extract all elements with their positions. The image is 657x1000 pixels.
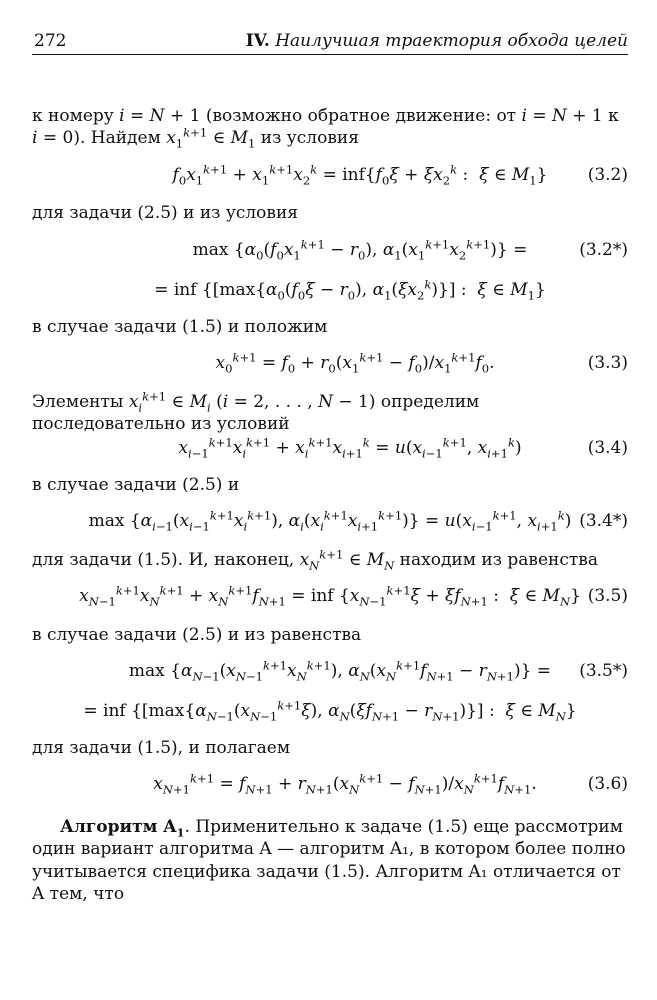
equation-number: (3.4) [587,438,628,459]
equation-3-5: $x_{N-1}^{k+1}x_N^{k+1} + x_N^{k+1}f_{N+1}$ = inf {$x_{N-1}^{k+1}\xi + \xi f_{N+1}$ : ξ ∈ $M_N$} (3.5) [79,583,628,609]
chapter-title: IV. Наилучшая траектория обхода целей [245,31,628,51]
page [32,30,628,906]
page-number: 272 [34,31,67,51]
paragraph-8: для задачи (1.5), и полагаем [32,737,291,758]
paragraph-3: в случае задачи (1.5) и положим [32,316,328,337]
equation-3-2-star: $\max \{\alpha_0(f_0x_1^{k+1} - r_0)$, $\alpha_1(x_1^{k+1}x_2^{k+1})$} = (3.2*) [192,237,628,263]
equation-3-4-star: $\max \{\alpha_{i-1}(x_{i-1}^{k+1}x_i^{k+1})$, $\alpha_i(x_i^{k+1}x_{i+1}^{k+1})\} = u(x_{i-1}^{k+1}$, $x_{i+1}^k$) (3.4*) [88,508,628,534]
paragraph-5: в случае задачи (2.5) и [32,474,240,495]
paragraph-4: Элементы $x_i^{k+1}$ ∈ $M_i$ (i = 2, . . . , N − 1) определим последовательно из условий [32,388,480,434]
running-header [32,30,628,55]
equation-3-5-star-cont: = inf {[$\max\{\alpha_{N-1}(x_{N-1}^{k+1}\xi)$, $\alpha_N(\xi f_{N+1} - r_{N+1})$}] : ξ ∈ $M_N$} [83,698,577,724]
equation-number: (3.5*) [579,661,628,681]
equation-number: (3.3) [587,353,628,374]
equation-number: (3.5) [587,586,628,607]
paragraph-algorithm: Алгоритм $A_1$. Применительно к задаче (1.5) еще рассмотрим один вариант алгоритма A — алгоритм A₁, в котором более полно учитывается специфика задачи (1.5). Алгоритм A₁ отличается от A тем, что [32,816,626,905]
paragraph-7: в случае задачи (2.5) и из равенства [32,624,362,645]
equation-number: (3.2*) [579,239,628,260]
equation-3-3: $x_0^{k+1} = f_0 + r_0(x_1^{k+1} - f_0)/x_1^{k+1}f_0$. (3.3) [215,350,628,376]
equation-3-5-star: $\max \{\alpha_{N-1}(x_{N-1}^{k+1}x_N^{k+1})$, $\alpha_N(x_N^{k+1}f_{N+1} - r_{N+1})$} = (3.5*) [128,658,628,684]
algorithm-label: Алгоритм $A_1$ [60,816,185,840]
equation-3-6: $x_{N+1}^{k+1} = f_{N+1} + r_{N+1}(x_N^{k+1} - f_{N+1})/x_N^{k+1}f_{N+1}$. (3.6) [153,771,628,797]
equation-number: (3.2) [587,164,628,185]
paragraph-1: к номеру i = N + 1 (возможно обратное движение: от i = N + 1 к i = 0). Найдем $x_1^{k+1}$ ∈ $M_1$ из условия [32,106,619,151]
equation-3-2: $f_0x_1^{k+1} + x_1^{k+1}x_2^k = inf\{f_0\xi + \xi x_2^k$ : ξ ∈ $M_1$} (3.2) [172,162,628,188]
equation-number: (3.4*) [579,511,628,532]
equation-3-2-star-cont: = inf {[$\max\{\alpha_0(f_0\xi - r_0)$, $\alpha_1(\xi x_2^k)$}] : ξ ∈ $M_1$} [154,277,546,303]
paragraph-6: для задачи (1.5). И, наконец, $x_N^{k+1}$ ∈ $M_N$ находим из равенства [32,547,598,573]
paragraph-2: для задачи (2.5) и из условия [32,203,299,224]
equation-3-4: $x_{i-1}^{k+1}x_i^{k+1} + x_i^{k+1}x_{i+1}^k = u(x_{i-1}^{k+1}$, $x_{i+1}^k$) (3.4) [178,435,628,461]
equation-number: (3.6) [587,774,628,795]
